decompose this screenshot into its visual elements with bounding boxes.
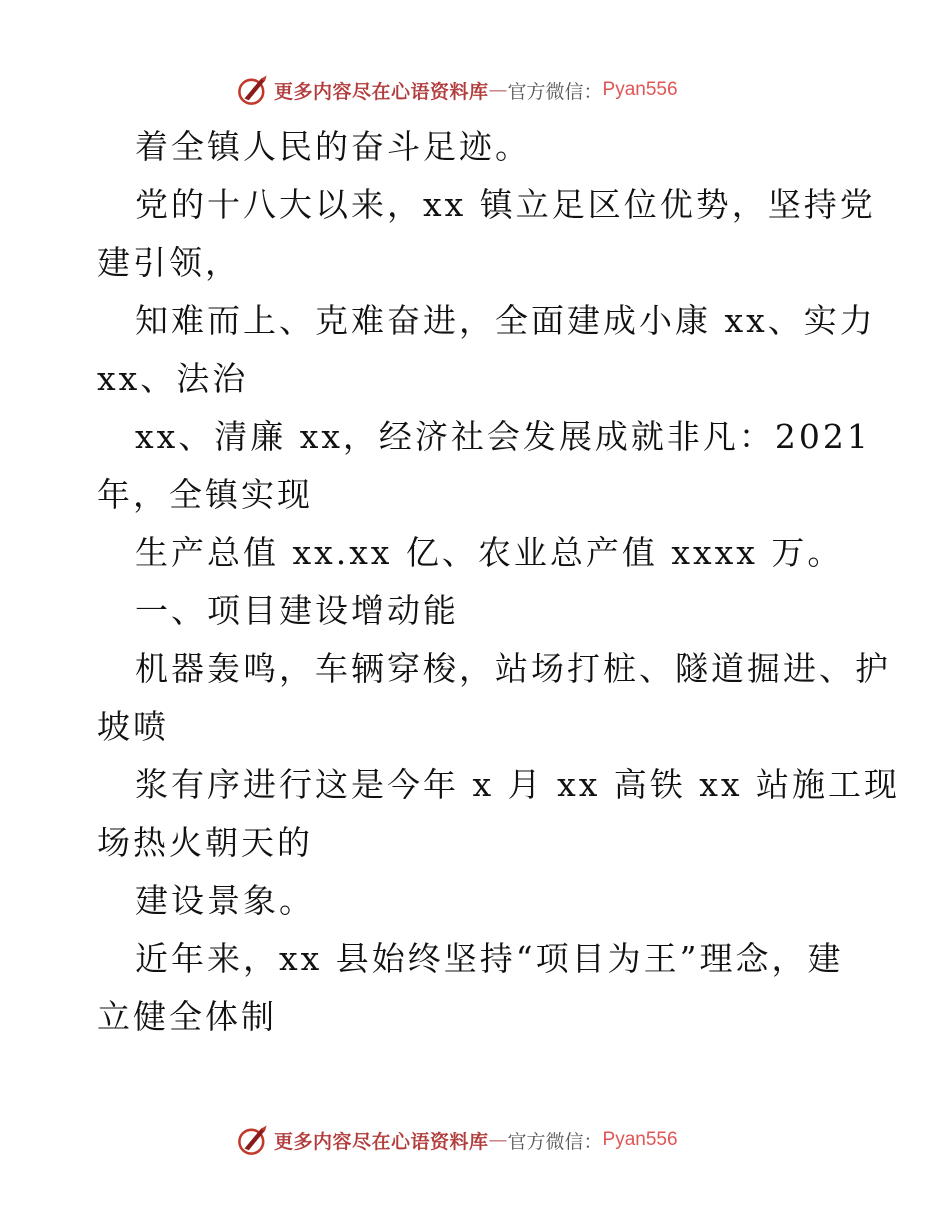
paragraph-line: xx、清廉 xx，经济社会发展成就非凡：2021 — [135, 417, 871, 456]
paragraph-line: 立健全体制 — [97, 997, 277, 1036]
watermark-dash: — — [488, 79, 508, 101]
watermark-text: 更多内容尽在心语资料库 — [274, 1130, 489, 1153]
paragraph-line: 着全镇人民的奋斗足迹。 — [135, 127, 531, 166]
watermark-wechat-label: 官方微信： — [507, 1130, 603, 1153]
footer-watermark — [236, 1122, 678, 1158]
watermark-dash: — — [488, 1129, 508, 1151]
paragraph-line: 建设景象。 — [135, 881, 315, 920]
section-heading: 一、项目建设增动能 — [135, 591, 459, 630]
watermark-wechat-label: 官方微信： — [507, 80, 603, 103]
watermark-wechat-id: Pyan556 — [602, 79, 678, 100]
paragraph-line: 场热火朝天的 — [97, 823, 313, 862]
paragraph-line: 建引领， — [97, 243, 241, 282]
header-watermark — [236, 72, 678, 108]
document-body — [97, 118, 900, 1046]
paragraph-line: 机器轰鸣，车辆穿梭，站场打桩、隧道掘进、护 — [135, 649, 891, 688]
paragraph-line: 年，全镇实现 — [97, 475, 313, 514]
paragraph-line: 知难而上、克难奋进，全面建成小康 xx、实力 — [135, 301, 876, 340]
paragraph-line: 坡喷 — [97, 707, 169, 746]
paragraph-line: 近年来，xx 县始终坚持“项目为王”理念，建 — [135, 939, 844, 978]
paragraph-line: 生产总值 xx.xx 亿、农业总产值 xxxx 万。 — [135, 533, 844, 572]
watermark-wechat-id: Pyan556 — [602, 1129, 678, 1150]
paragraph-line: 党的十八大以来，xx 镇立足区位优势，坚持党 — [135, 185, 876, 224]
quill-pen-logo-icon — [236, 73, 270, 107]
paragraph-line: 浆有序进行这是今年 x 月 xx 高铁 xx 站施工现 — [135, 765, 900, 804]
watermark-text: 更多内容尽在心语资料库 — [274, 80, 489, 103]
quill-pen-logo-icon — [236, 1123, 270, 1157]
paragraph-line: xx、法治 — [97, 359, 249, 398]
